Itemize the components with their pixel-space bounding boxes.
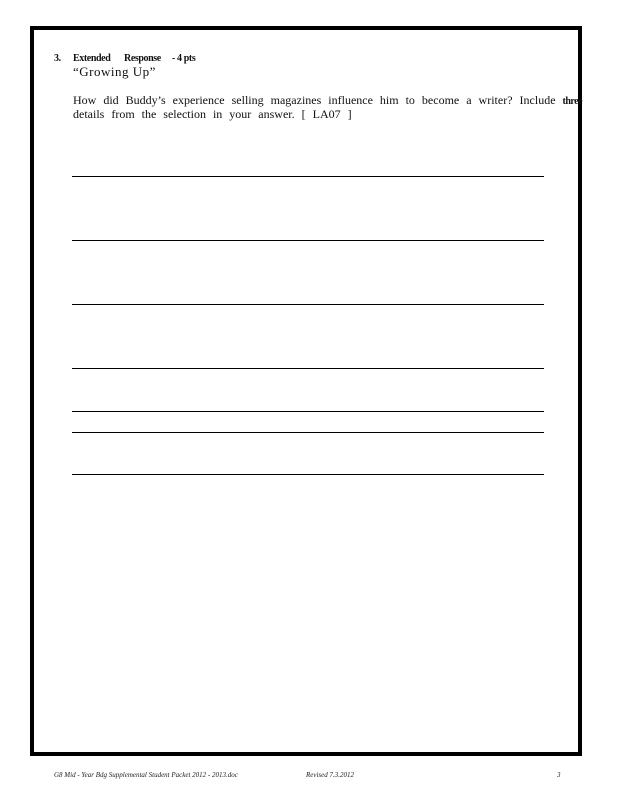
prompt-text: How did Buddy’s experience selling magazines influence him to become a writer? Include bbox=[73, 93, 556, 107]
question-type: Extended bbox=[73, 52, 111, 65]
answer-line-5[interactable] bbox=[72, 411, 544, 412]
question-points: - 4 pts bbox=[172, 52, 196, 65]
answer-line-4[interactable] bbox=[72, 368, 544, 369]
answer-line-2[interactable] bbox=[72, 240, 544, 241]
answer-line-1[interactable] bbox=[72, 176, 544, 177]
selection-title: “Growing Up” bbox=[73, 64, 156, 79]
footer-doc-name: G8 Mid - Year Bdg Supplemental Student Packet 2012 - 2013.doc bbox=[54, 771, 238, 779]
answer-line-3[interactable] bbox=[72, 304, 544, 305]
question-number: 3. bbox=[54, 52, 61, 65]
prompt-line-2: details from the selection in your answer. [ LA07 ] bbox=[73, 107, 352, 121]
question-type-2: Response bbox=[124, 52, 161, 65]
prompt-line-1 bbox=[73, 93, 582, 108]
prompt-emphasis: three bbox=[562, 96, 583, 107]
answer-line-6[interactable] bbox=[72, 432, 544, 433]
page-border bbox=[30, 26, 582, 756]
answer-line-7[interactable] bbox=[72, 474, 544, 475]
footer-revised: Revised 7.3.2012 bbox=[306, 771, 355, 779]
footer-page-number: 3 bbox=[557, 771, 561, 779]
